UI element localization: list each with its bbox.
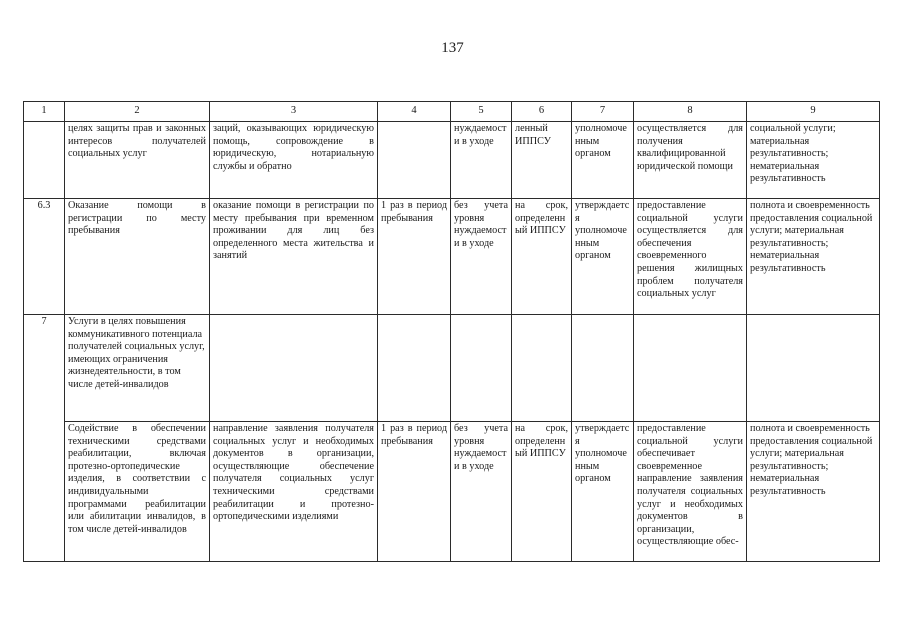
- service-description-cell: оказание помощи в регистрации по месту пребывания при временном проживании для лиц без определенного места жительства и занятий: [210, 199, 378, 315]
- tariff-cell: утверждается уполномоченным органом: [572, 422, 634, 562]
- term-cell: на срок, определенный ИППСУ: [512, 422, 572, 562]
- table-header-row: [24, 102, 880, 122]
- need-level-cell: без учета уровня нуждаемости в уходе: [451, 422, 512, 562]
- performance-indicators-cell: полнота и своевременность предоставления социальной услуги; материальная результативность; нематериальная результативность: [747, 422, 880, 562]
- row-number-cell: 7: [24, 315, 65, 562]
- empty-cell: [451, 315, 512, 422]
- empty-cell: [747, 315, 880, 422]
- page-number: 137: [441, 40, 464, 56]
- frequency-cell: 1 раз в период пребывания: [378, 199, 451, 315]
- conditions-cell: осуществляется для получения квалифицированной юридической помощи: [634, 122, 747, 199]
- header-cell: 4: [378, 102, 451, 122]
- term-cell: ленный ИППСУ: [512, 122, 572, 199]
- need-level-cell: без учета уровня нуждаемости в уходе: [451, 199, 512, 315]
- service-description-cell: заций, оказывающих юридическую помощь, сопровождение в юридическую, нотариальную службы и обратно: [210, 122, 378, 199]
- performance-indicators-cell: полнота и своевременность предоставления социальной услуги; материальная результативность; нематериальная результативность: [747, 199, 880, 315]
- conditions-cell: предоставление социальной услуги обеспечивает своевременное направление заявления получателя социальных услуг и необходимых документов в организации, осуществляющие обес-: [634, 422, 747, 562]
- table-row: [24, 422, 880, 562]
- header-cell: 1: [24, 102, 65, 122]
- performance-indicators-cell: социальной услуги; материальная результативность; нематериальная результативность: [747, 122, 880, 199]
- header-cell: 6: [512, 102, 572, 122]
- header-cell: 5: [451, 102, 512, 122]
- empty-cell: [378, 315, 451, 422]
- tariff-cell: уполномоченным органом: [572, 122, 634, 199]
- empty-cell: [210, 315, 378, 422]
- table-row: [24, 122, 880, 199]
- need-level-cell: нуждаемости в уходе: [451, 122, 512, 199]
- term-cell: на срок, определенный ИППСУ: [512, 199, 572, 315]
- header-cell: 7: [572, 102, 634, 122]
- header-cell: 9: [747, 102, 880, 122]
- service-name-cell: Содействие в обеспечении техническими средствами реабилитации, включая протезно-ортопедические изделия, в соответствии с индивидуальными программами реабилитации или абилитации инвалидов, в том числе детей-инвалидов: [65, 422, 210, 562]
- table-row: [24, 199, 880, 315]
- tariff-cell: утверждается уполномоченным органом: [572, 199, 634, 315]
- table-row: [24, 315, 880, 422]
- row-number-cell: [24, 122, 65, 199]
- service-description-cell: направление заявления получателя социальных услуг и необходимых документов в организации, осуществляющие обеспечение получателя социальных услуг техническими средствами реабилитации и протезно-ортопедическими изделиями: [210, 422, 378, 562]
- empty-cell: [512, 315, 572, 422]
- section-title-cell: Услуги в целях повышения коммуникативного потенциала получателей социальных услуг, имеющих ограничения жизнедеятельности, в том числе детей-инвалидов: [65, 315, 210, 422]
- header-cell: 2: [65, 102, 210, 122]
- services-table: [23, 101, 880, 562]
- service-name-cell: Оказание помощи в регистрации по месту пребывания: [65, 199, 210, 315]
- conditions-cell: предоставление социальной услуги осуществляется для обеспечения своевременного решения жилищных проблем получателя социальных услуг: [634, 199, 747, 315]
- service-name-cell: целях защиты прав и законных интересов получателей социальных услуг: [65, 122, 210, 199]
- frequency-cell: [378, 122, 451, 199]
- empty-cell: [634, 315, 747, 422]
- header-cell: 3: [210, 102, 378, 122]
- row-number-cell: 6.3: [24, 199, 65, 315]
- frequency-cell: 1 раз в период пребывания: [378, 422, 451, 562]
- header-cell: 8: [634, 102, 747, 122]
- empty-cell: [572, 315, 634, 422]
